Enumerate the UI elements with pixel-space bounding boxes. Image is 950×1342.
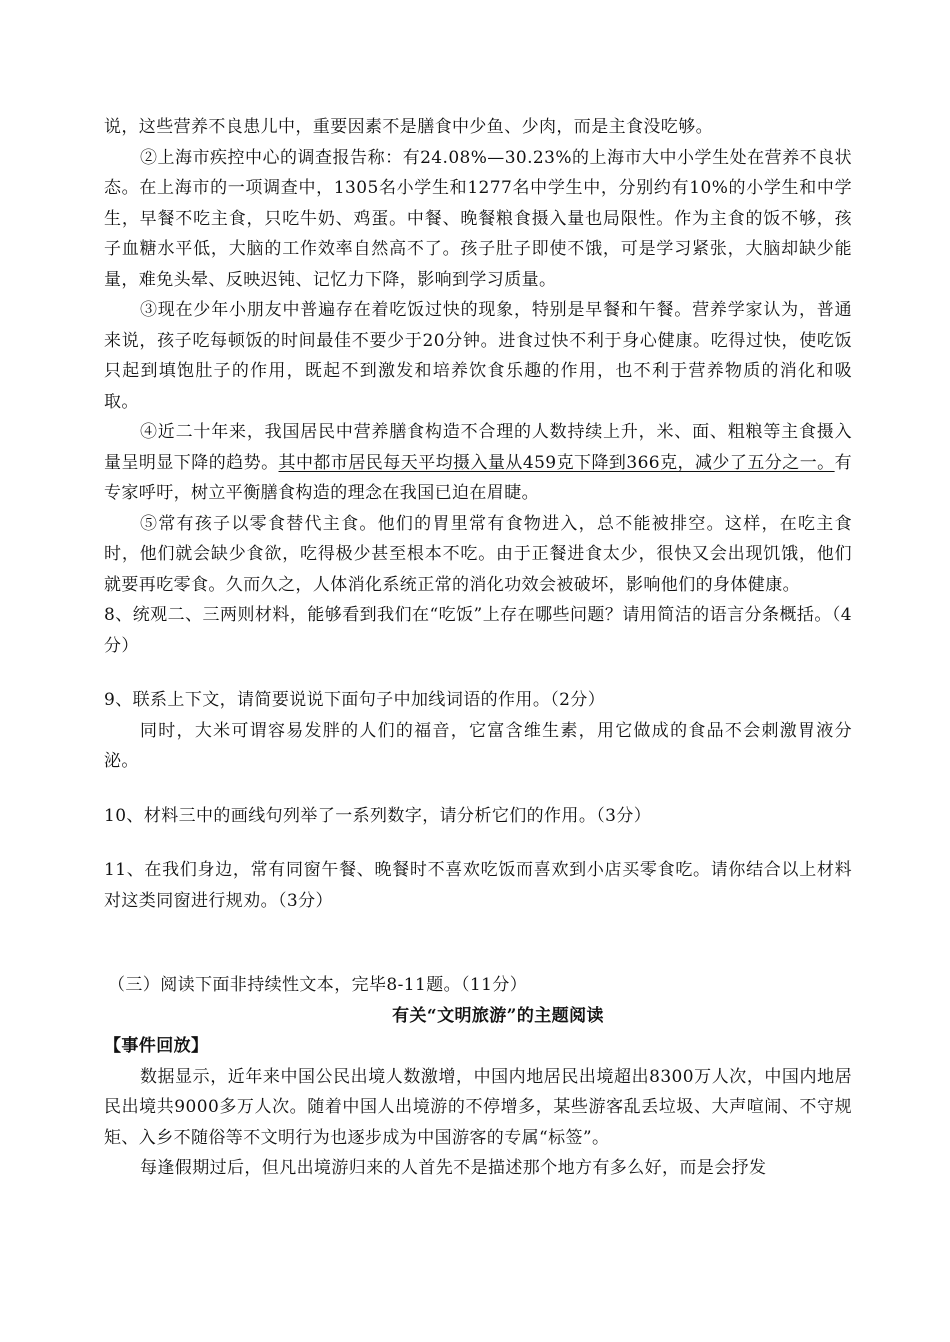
material-paragraph-3: ③现在少年小朋友中普遍存在着吃饭过快的现象，特别是早餐和午餐。营养学家认为，普通来说，孩子吃每顿饭的时间最佳不要少于20分钟。进食过快不利于身心健康。吃得过快，使吃饭只起到填饱肚子的作用，既起不到激发和培养饮食乐趣的作用，也不利于营养物质的消化和吸取。 bbox=[104, 300, 852, 412]
question-11: 11、在我们身边，常有同窗午餐、晚餐时不喜欢吃饭而喜欢到小店买零食吃。请你结合以上材料对这类同窗进行规劝。（3分） bbox=[104, 860, 852, 911]
answer-space-10 bbox=[104, 831, 852, 855]
answer-space-8 bbox=[104, 661, 852, 685]
material-paragraph-4 bbox=[104, 417, 852, 509]
section-3-heading: （三）阅读下面非持续性文本，完毕8-11题。（11分） bbox=[108, 975, 528, 995]
question-10: 10、材料三中的画线句列举了一系列数字，请分析它们的作用。（3分） bbox=[104, 805, 652, 826]
event-paragraph-2: 每逢假期过后，但凡出境游归来的人首先不是描述那个地方有多么好，而是会抒发 bbox=[140, 1158, 767, 1178]
question-9: 9、联系上下文，请简要说说下面句子中加线词语的作用。（2分） bbox=[104, 690, 606, 710]
question-9-sentence: 同时，大米可谓容易发胖的人们的福音，它富含维生素，用它做成的食品不会刺激胃液分泌。 bbox=[104, 720, 852, 771]
material-intro-tail: 说，这些营养不良患儿中，重要因素不是膳食中少鱼、少肉，而是主食没吃够。 bbox=[104, 117, 713, 137]
answer-space-9 bbox=[104, 777, 852, 801]
answer-space-11 bbox=[104, 916, 852, 970]
event-paragraph-1: 数据显示，近年来中国公民出境人数激增，中国内地居民出境超出8300万人次，中国内地居民出境共9000多万人次。随着中国人出境游的不停增多，某些游客乱丢垃圾、大声喧闹、不守规矩、入乡不随俗等不文明行为也逐步成为中国游客的专属“标签”。 bbox=[104, 1066, 852, 1148]
paragraph-4-text-after: 有专家呼吁，树立平衡膳食构造的理念在我国已迫在眉睫。 bbox=[104, 452, 853, 503]
underlined-sentence: 其中都市居民每天平均摄入量从459克下降到366克，减少了五分之一。 bbox=[278, 452, 835, 473]
event-heading: 【事件回放】 bbox=[104, 1036, 209, 1056]
section-3-title: 有关“文明旅游”的主题阅读 bbox=[392, 1005, 604, 1026]
material-paragraph-5: ⑤常有孩子以零食替代主食。他们的胃里常有食物进入，总不能被排空。这样，在吃主食时，他们就会缺少食欲，吃得极少甚至根本不吃。由于正餐进食太少，很快又会出现饥饿，他们就要再吃零食。久而久之，人体消化系统正常的消化功效会被破坏，影响他们的身体健康。 bbox=[104, 513, 852, 595]
document-page bbox=[104, 112, 852, 1184]
material-paragraph-2: ②上海市疾控中心的调查报告称：有24.08%—30.23%的上海市大中小学生处在营养不良状态。在上海市的一项调查中，1305名小学生和1277名中学生中，分别约有10%的小学生和中学生，早餐不吃主食，只吃牛奶、鸡蛋。中餐、晚餐粮食摄入量也局限性。作为主食的饭不够，孩子血糖水平低，大脑的工作效率自然高不了。孩子肚子即使不饿，可是学习紧张，大脑却缺少能量，难免头晕、反映迟钝、记忆力下降，影响到学习质量。 bbox=[104, 147, 852, 290]
question-8: 8、统观二、三两则材料，能够看到我们在“吃饭”上存在哪些问题？请用简洁的语言分条概括。（4分） bbox=[104, 605, 852, 656]
paragraph-4-text-before: ④近二十年来，我国居民中营养膳食构造不合理的人数持续上升，米、面、粗粮等主食摄入量呈明显下降的趋势。 bbox=[104, 422, 852, 473]
